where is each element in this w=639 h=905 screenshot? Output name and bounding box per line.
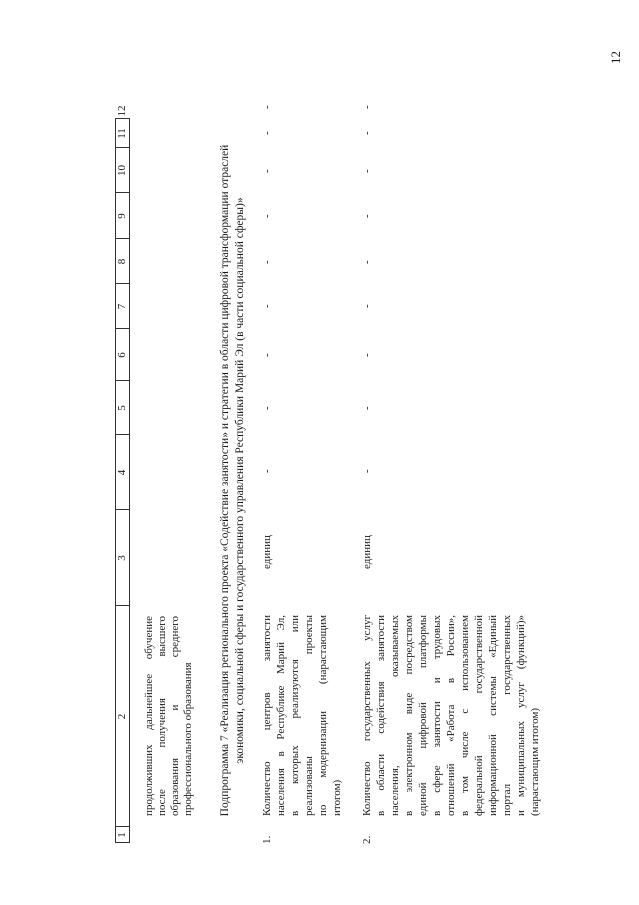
unit: единиц [361,535,373,569]
value-col10: - [361,169,373,173]
value-col11: - [261,131,273,135]
page-number: 12 [608,51,623,64]
value-col10: - [261,169,273,173]
column-header: 7 [116,303,128,310]
value-col4: - [361,469,373,473]
indicator-line: в сфере занятости и трудовых [431,615,443,816]
indicator-line: Количество государственных услуг [361,615,373,816]
value-col5: - [361,406,373,410]
value-col9: - [261,214,273,218]
value-col11: - [361,131,373,135]
indicator-line: по модернизации (нарастающим [317,615,329,816]
value-col8: - [261,260,273,264]
column-header: 10 [116,165,128,176]
indicator-line: в области содействия занятости [375,615,387,816]
column-header: 6 [116,352,128,358]
value-col6: - [261,353,273,357]
indicator-line: и муниципальных услуг (функций)» [515,615,527,816]
subprogram-title-line2: экономики, социальной сферы и государственного управления Республики Марий Эл (в части социальной сферы)» [234,197,246,764]
indicator-line: портал государственных [501,615,513,816]
value-col12: - [261,105,273,109]
indicator-line: в которых реализуются или [289,615,301,816]
indicator-line: населения, оказываемых [389,615,401,816]
column-header: 12 [116,105,128,117]
value-col7: - [261,304,273,308]
value-col7: - [361,304,373,308]
indicator-line: отношений «Работа в России», [445,615,457,816]
indicator-line: федеральной государственной [473,615,485,816]
column-header: 8 [116,258,128,265]
value-col6: - [361,353,373,357]
column-header: 5 [116,405,128,411]
indicator-line: итогом) [331,779,343,816]
rotated-table [115,105,631,844]
header-bottom-border [129,118,130,843]
indicator-line: Количество центров занятости [261,615,273,816]
column-header: 3 [116,555,128,561]
value-col5: - [261,406,273,410]
row-number: 1. [261,835,273,844]
column-header: 11 [116,128,128,139]
indicator-line: информационной системы «Единый [487,615,499,816]
carryover-line: профессионального образования [182,662,194,816]
indicator-line: населения в Республике Марий Эл, [275,615,287,816]
indicator-line: в электронном виде посредством [403,615,415,816]
value-col4: - [261,469,273,473]
column-header: 9 [116,213,128,219]
indicator-line: реализованы проекты [303,615,315,816]
value-col9: - [361,214,373,218]
column-header: 1 [116,832,128,838]
carryover-line: после получения высшего [156,616,168,816]
row-number: 2. [361,835,373,844]
column-header: 2 [116,713,128,720]
subprogram-title-line1: Подпрограмма 7 «Реализация регионального проекта «Содействие занятости» и стратегии в области цифровой трансформации отраслей [219,144,231,817]
value-col8: - [361,260,373,264]
indicator-line: в том числе с использованием [459,615,471,816]
value-col12: - [361,105,373,109]
unit: единиц [261,535,273,569]
carryover-line: образования и среднего [169,616,181,816]
carryover-line: продолживших дальнейшее обучение [143,616,155,816]
indicator-line: (нарастающим итогом) [529,707,541,816]
indicator-line: единой цифровой платформы [417,615,429,816]
column-header: 4 [116,469,128,476]
